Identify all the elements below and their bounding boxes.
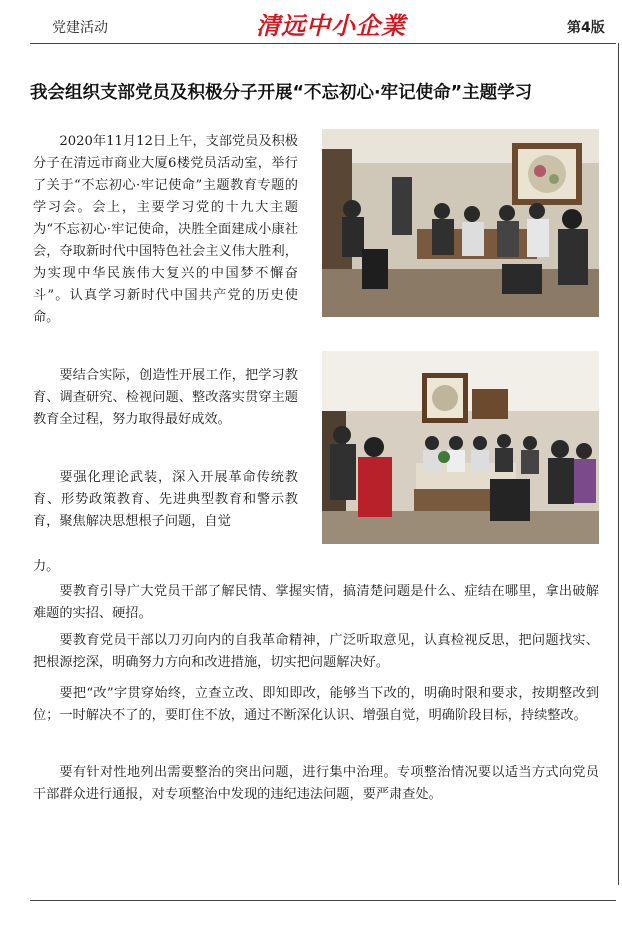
footer-divider xyxy=(30,900,616,901)
article-paragraph-2: 要结合实际，创造性开展工作，把学习教育、调查研究、检视问题、整改落实贯穿主题教育全过程，努力取得最好成效。 xyxy=(33,368,298,427)
article-paragraph-3-tail: 力。 xyxy=(33,559,60,574)
page-header xyxy=(0,0,622,44)
article-paragraph-6: 要把“改”字贯穿始终，立查立改、即知即改，能够当下改的，明确时限和要求，按期整改到位；一时解决不了的，要盯住不放，通过不断深化认识、增强自觉，明确阶段目标，持续整改。 xyxy=(33,686,599,723)
article-title: 我会组织支部党员及积极分子开展“不忘初心·牢记使命”主题学习 xyxy=(30,82,533,103)
section-name: 党建活动 xyxy=(52,20,108,36)
article-paragraph-3: 要强化理论武装，深入开展革命传统教育、形势政策教育、先进典型教育和警示教育，聚焦解决思想根子问题，自觉 xyxy=(33,470,298,529)
article-paragraph-7: 要有针对性地列出需要整治的突出问题，进行集中治理。专项整治情况要以适当方式向党员干部群众进行通报，对专项整治中发现的违纪违法问题，要严肃查处。 xyxy=(33,765,599,802)
header-divider xyxy=(30,43,616,44)
page-number: 第4版 xyxy=(567,20,605,36)
article-paragraph-5: 要教育党员干部以刀刃向内的自我革命精神，广泛听取意见，认真检视反思，把问题找实、把根源挖深，明确努力方向和改进措施，切实把问题解决好。 xyxy=(33,633,599,670)
article-paragraph-4: 要教育引导广大党员干部了解民情、掌握实情，搞清楚问题是什么、症结在哪里，拿出破解难题的实招、硬招。 xyxy=(33,584,599,621)
right-border xyxy=(618,43,619,885)
meeting-photo-2 xyxy=(322,351,599,544)
meeting-photo-1 xyxy=(322,129,599,317)
newspaper-masthead: 清远中小企業 xyxy=(256,11,406,40)
article-paragraph-1: 2020年11月12日上午，支部党员及积极分子在清远市商业大厦6楼党员活动室，举行了关于“不忘初心·牢记使命”主题教育专题的学习会。会上，主要学习党的十九大主题为“不忘初心·牢记使命，决胜全面建成小康社会，夺取新时代中国特色社会主义伟大胜利，为实现中华民族伟大复兴的中国梦不懈奋斗”。认真学习新时代中国共产党的历史使命。 xyxy=(33,134,298,325)
